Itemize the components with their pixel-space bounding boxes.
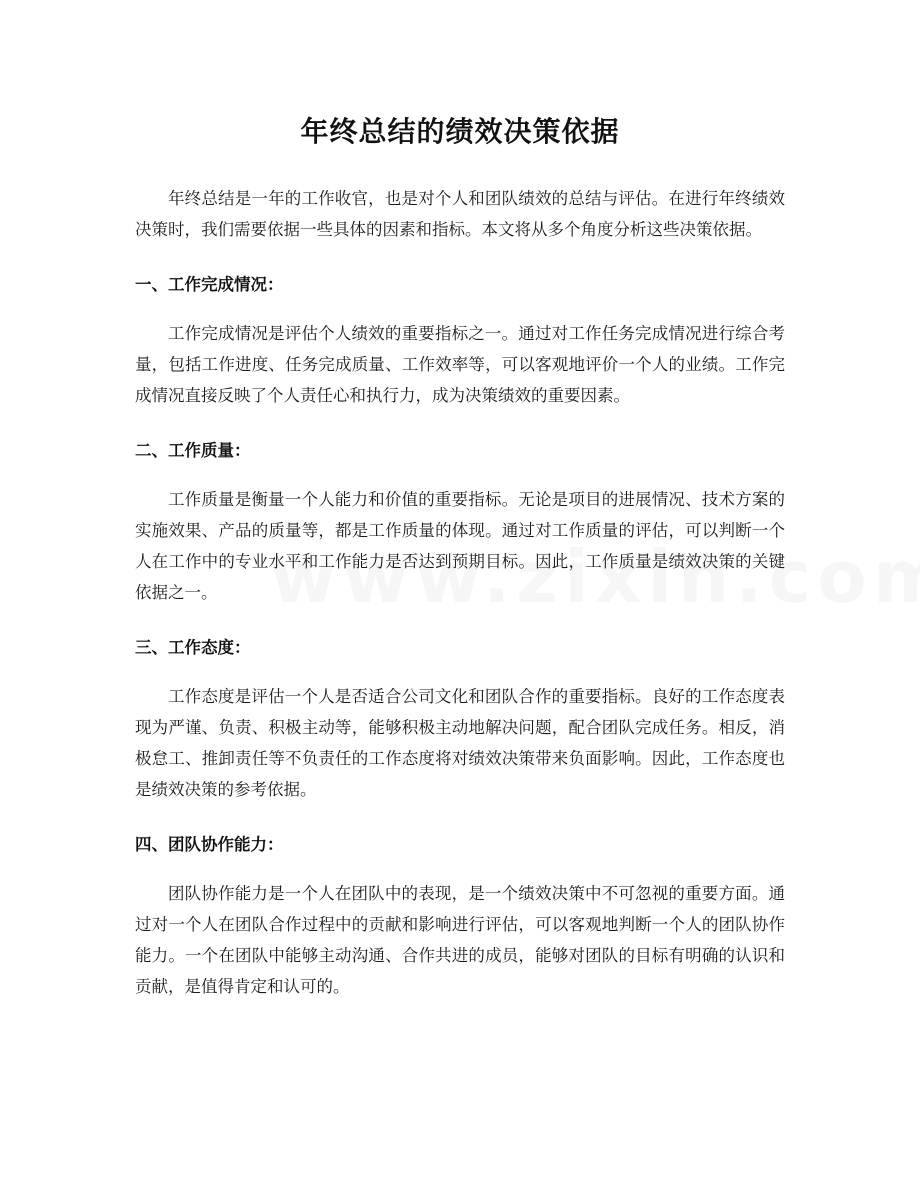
section-heading-2: 二、工作质量： (135, 441, 251, 460)
document-title: 年终总结的绩效决策依据 (300, 115, 620, 148)
document-page (135, 0, 785, 1002)
section-body-4: 团队协作能力是一个人在团队中的表现，是一个绩效决策中不可忽视的重要方面。通过对一个人在团队合作过程中的贡献和影响进行评估，可以客观地判断一个人的团队协作能力。一个在团队中能够主动沟通、合作共进的成员，能够对团队的目标有明确的认识和贡献，是值得肯定和认可的。 (135, 884, 785, 996)
section-heading-1: 一、工作完成情况： (135, 275, 284, 294)
section-heading-3: 三、工作态度： (135, 638, 251, 657)
section-body-1: 工作完成情况是评估个人绩效的重要指标之一。通过对工作任务完成情况进行综合考量，包括工作进度、任务完成质量、工作效率等，可以客观地评价一个人的业绩。工作完成情况直接反映了个人责任心和执行力，成为决策绩效的重要因素。 (135, 324, 785, 405)
intro-paragraph: 年终总结是一年的工作收官，也是对个人和团队绩效的总结与评估。在进行年终绩效决策时，我们需要依据一些具体的因素和指标。本文将从多个角度分析这些决策依据。 (135, 189, 785, 239)
section-body-2: 工作质量是衡量一个人能力和价值的重要指标。无论是项目的进展情况、技术方案的实施效果、产品的质量等，都是工作质量的体现。通过对工作质量的评估，可以判断一个人在工作中的专业水平和工作能力是否达到预期目标。因此，工作质量是绩效决策的关键依据之一。 (135, 490, 785, 602)
section-body-3: 工作态度是评估一个人是否适合公司文化和团队合作的重要指标。良好的工作态度表现为严谨、负责、积极主动等，能够积极主动地解决问题，配合团队完成任务。相反，消极怠工、推卸责任等不负责任的工作态度将对绩效决策带来负面影响。因此，工作态度也是绩效决策的参考依据。 (135, 687, 785, 799)
section-heading-4: 四、团队协作能力： (135, 835, 284, 854)
